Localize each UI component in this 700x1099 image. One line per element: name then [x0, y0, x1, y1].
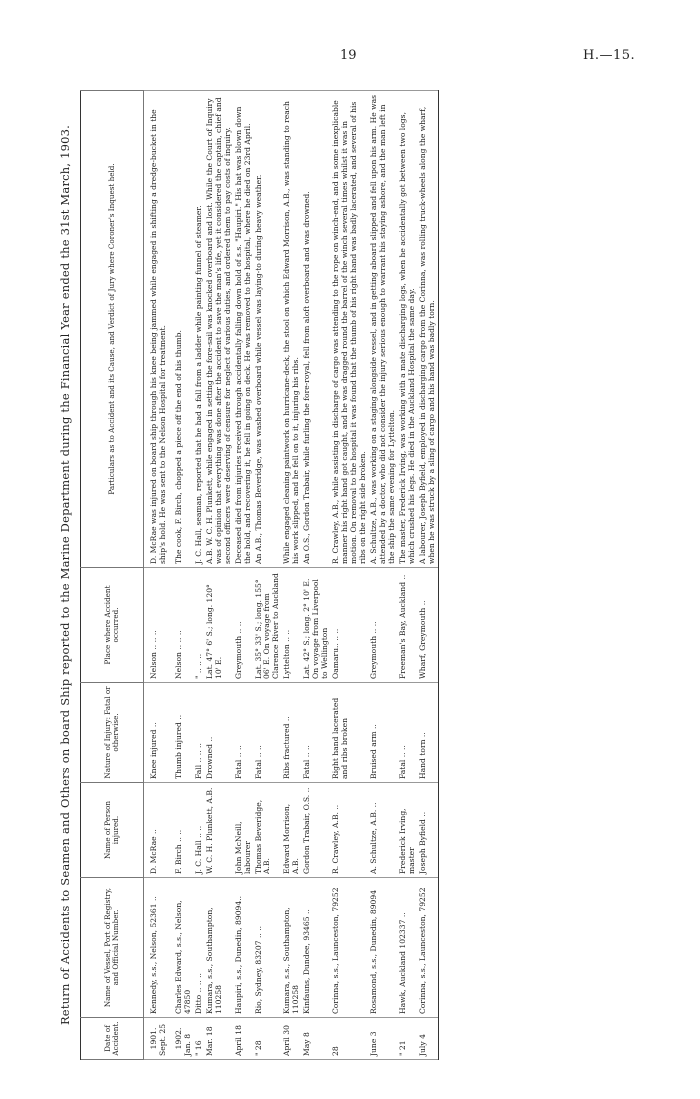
cell-injury: Thumb injured .. — [169, 683, 194, 783]
cell-vessel: Kumara, s.s., Southampton, 110258 — [282, 878, 302, 1018]
page-reference: H.—15. — [583, 48, 636, 63]
table-row — [369, 91, 398, 1060]
cell-place: Nelson .. .. .. — [144, 568, 169, 683]
cell-date: July 4 — [418, 1018, 438, 1060]
cell-particulars: Deceased died from injuries received through accidentally falling down hold of s.s. "Haupiri." His hat was blown down the hold, and recovering it, he fell in going on deck. He was removed to the hospital, where he died on 23rd April. — [234, 91, 254, 568]
cell-particulars: The master, Frederick Irving, was working with a mate discharging logs, when he accidentally got between two logs, which crushed his legs. He died in the Auckland Hospital the same day. — [398, 91, 418, 568]
cell-injury: Fatal .. .. — [254, 683, 283, 783]
table-row — [169, 91, 194, 1060]
cell-date: Mar. 18 — [205, 1018, 234, 1060]
cell-particulars: R. Crawley, A.B., while assisting in discharge of cargo was attending to the rope on winch-end, and in some inexplicable manner his right hand got caught, and he was dragged round the barrel of the winch several times whilst it was in motion. On removal to the hospital it was found that the thumb of his right hand was badly lacerated, and several of his ribs on the right side broken. — [331, 91, 369, 568]
cell-injury: Fatal .. .. — [302, 683, 331, 783]
table-row — [302, 91, 331, 1060]
cell-injury: Fall .. .. .. — [194, 683, 205, 783]
cell-person: Joseph Byfield .. — [418, 783, 438, 878]
cell-particulars: While engaged cleaning paintwork on hurricane-deck, the stool on which Edward Morrison, A.B., was standing to reach his work slipped, and he fell on to it, injuring his ribs. — [282, 91, 302, 568]
cell-place: Lat. 42° S.; long. 2° 10' E. On voyage from Liverpool to Wellington — [302, 568, 331, 683]
cell-person: J. C. Hall .. .. — [194, 783, 205, 878]
cell-particulars: The cook, F. Birch, chopped a piece off the end of his thumb. — [169, 91, 194, 568]
cell-date — [144, 1018, 169, 1060]
cell-particulars: An A.B., Thomas Beveridge, was washed overboard while vessel was laying-to during heavy weather. — [254, 91, 283, 568]
cell-injury: Knee injured .. — [144, 683, 169, 783]
cell-injury: Drowned .. — [205, 683, 234, 783]
cell-injury: Fatal .. .. — [398, 683, 418, 783]
rotated-table-region — [58, 90, 638, 1060]
cell-vessel: Kumara, s.s., Southampton, 110258 — [205, 878, 234, 1018]
cell-vessel: Kinfauns, Dundee, 93465 .. — [302, 878, 331, 1018]
table-body — [144, 91, 439, 1060]
cell-place: Wharf, Greymouth .. — [418, 568, 438, 683]
cell-date: " 16 — [194, 1018, 205, 1060]
cell-vessel: Hawk, Auckland 102337 .. — [398, 878, 418, 1018]
table-row — [254, 91, 283, 1060]
cell-date: 28 — [331, 1018, 369, 1060]
cell-vessel: Charles Edward, s.s., Nelson, 47850 — [169, 878, 194, 1018]
cell-place: " .. .. .. — [194, 568, 205, 683]
cell-injury: Fatal .. .. — [234, 683, 254, 783]
cell-place: Lat. 35° 33' S.; long. 155° 06' E. On voyage from Clarence River to Auckland — [254, 568, 283, 683]
cell-person: Gordon Trabair, O.S. .. — [302, 783, 331, 878]
cell-vessel: Haupiri, s.s., Dunedin, 89094.. — [234, 878, 254, 1018]
cell-injury: Right hand lacerated and ribs broken — [331, 683, 369, 783]
cell-particulars: A.B. W. C. H. Plunkett, while engaged in setting the fore-sail was knocked overboard and lost. While the Court of Inquiry was of opinion that everything was done after the accident to save the man's life, yet it considered the captain, chief and second officers were deserving of censure for neglect of various duties, and ordered them to pay costs of inquiry. — [205, 91, 234, 568]
year-label: 1902. — [173, 1027, 183, 1050]
cell-particulars: A. Schultze, A.B., was working on a staging alongside vessel, and in getting aboard slipped and fell upon his arm. He was attended by a doctor, who did not consider the injury serious enough to warrant his staying ashore, and the man left in the ship the same evening for Lyttelton. — [369, 91, 398, 568]
column-header-person: Name of Person injured. — [81, 783, 144, 878]
cell-date: June 3 — [369, 1018, 398, 1060]
cell-vessel: Corinna, s.s., Launceston, 79252 — [418, 878, 438, 1018]
cell-person: D. McRae .. — [144, 783, 169, 878]
cell-place: Oamaru.. .. .. — [331, 568, 369, 683]
cell-date: May 8 — [302, 1018, 331, 1060]
table-header-row — [81, 91, 144, 1060]
accidents-table — [80, 90, 439, 1060]
cell-particulars: J. C. Hall, seaman, reported that he had a fall from a ladder while painting funnel of steamer. — [194, 91, 205, 568]
cell-particulars: An O.S., Gordon Trabair, while furling the fore-royal, fell from aloft overboard and was drowned. — [302, 91, 331, 568]
cell-person: A. Schultze, A.B. .. — [369, 783, 398, 878]
cell-date: April 18 — [234, 1018, 254, 1060]
page-number: 19 — [340, 48, 357, 63]
cell-person: Frederick Irving, master — [398, 783, 418, 878]
cell-injury: Ribs fractured .. — [282, 683, 302, 783]
date-text: Jan. 8 — [182, 1033, 192, 1056]
cell-injury: Hand torn .. — [418, 683, 438, 783]
date-text: Sept. 25 — [157, 1023, 167, 1056]
cell-date: " 21 — [398, 1018, 418, 1060]
table-row — [282, 91, 302, 1060]
cell-person: R. Crawley, A.B. .. — [331, 783, 369, 878]
cell-place: Lat. 47° 6' S.; long. 120° 10' E. — [205, 568, 234, 683]
cell-vessel: Corinna, s.s., Launceston, 79252 — [331, 878, 369, 1018]
column-header-date: Date of Accident. — [81, 1018, 144, 1060]
column-header-injury: Nature of Injury: Fatal or otherwise. — [81, 683, 144, 783]
column-header-particulars: Particulars as to Accident and its Cause, and Verdict of Jury where Coroner's Inquest held. — [81, 91, 144, 568]
cell-person: F. Birch .. .. — [169, 783, 194, 878]
cell-vessel: Rio, Sydney, 83207 .. .. — [254, 878, 283, 1018]
year-label: 1901. — [149, 1027, 158, 1050]
cell-person: Edward Morrison, A.B. — [282, 783, 302, 878]
table-row — [398, 91, 418, 1060]
cell-person: W. C. H. Plunkett, A.B. — [205, 783, 234, 878]
table-row — [205, 91, 234, 1060]
cell-injury: Bruised arm .. — [369, 683, 398, 783]
cell-place: Lyttelton .. .. — [282, 568, 302, 683]
cell-date — [169, 1018, 194, 1060]
table-row — [194, 91, 205, 1060]
cell-person: Thomas Beveridge, A.B. — [254, 783, 283, 878]
cell-date: " 28 — [254, 1018, 283, 1060]
table-row — [234, 91, 254, 1060]
cell-vessel: Ditto .. .. .. — [194, 878, 205, 1018]
cell-person: John McNeill, labourer — [234, 783, 254, 878]
cell-date: April 30 — [282, 1018, 302, 1060]
cell-particulars: D. McRae was injured on board ship through his knee being jammed while engaged in shifting a dredge-bucket in the ship's hold. He was sent to the Nelson Hospital for treatment. — [144, 91, 169, 568]
cell-place: Greymouth .. .. — [234, 568, 254, 683]
cell-vessel: Kennedy, s.s., Nelson, 52361 .. — [144, 878, 169, 1018]
cell-place: Greymouth .. .. — [369, 568, 398, 683]
cell-place: Freeman's Bay, Auckland .. — [398, 568, 418, 683]
column-header-vessel: Name of Vessel, Port of Registry, and Official Number. — [81, 878, 144, 1018]
cell-particulars: A labourer, Joseph Byfield, employed in discharging cargo from the Corinna, was rolling truck-wheels along the wharf, when he was struck by a sling of cargo and his hand was badly torn. — [418, 91, 438, 568]
column-header-place: Place where Accident occurred. — [81, 568, 144, 683]
cell-place: Nelson .. .. .. — [169, 568, 194, 683]
table-row — [418, 91, 438, 1060]
cell-vessel: Rosamond, s.s., Dunedin, 89094 — [369, 878, 398, 1018]
table-row — [144, 91, 169, 1060]
table-row — [331, 91, 369, 1060]
page-title: Return of Accidents to Seamen and Others on board Ship reported to the Marine Department during the Financial Year ended the 31st March, 1903. — [58, 124, 72, 1026]
